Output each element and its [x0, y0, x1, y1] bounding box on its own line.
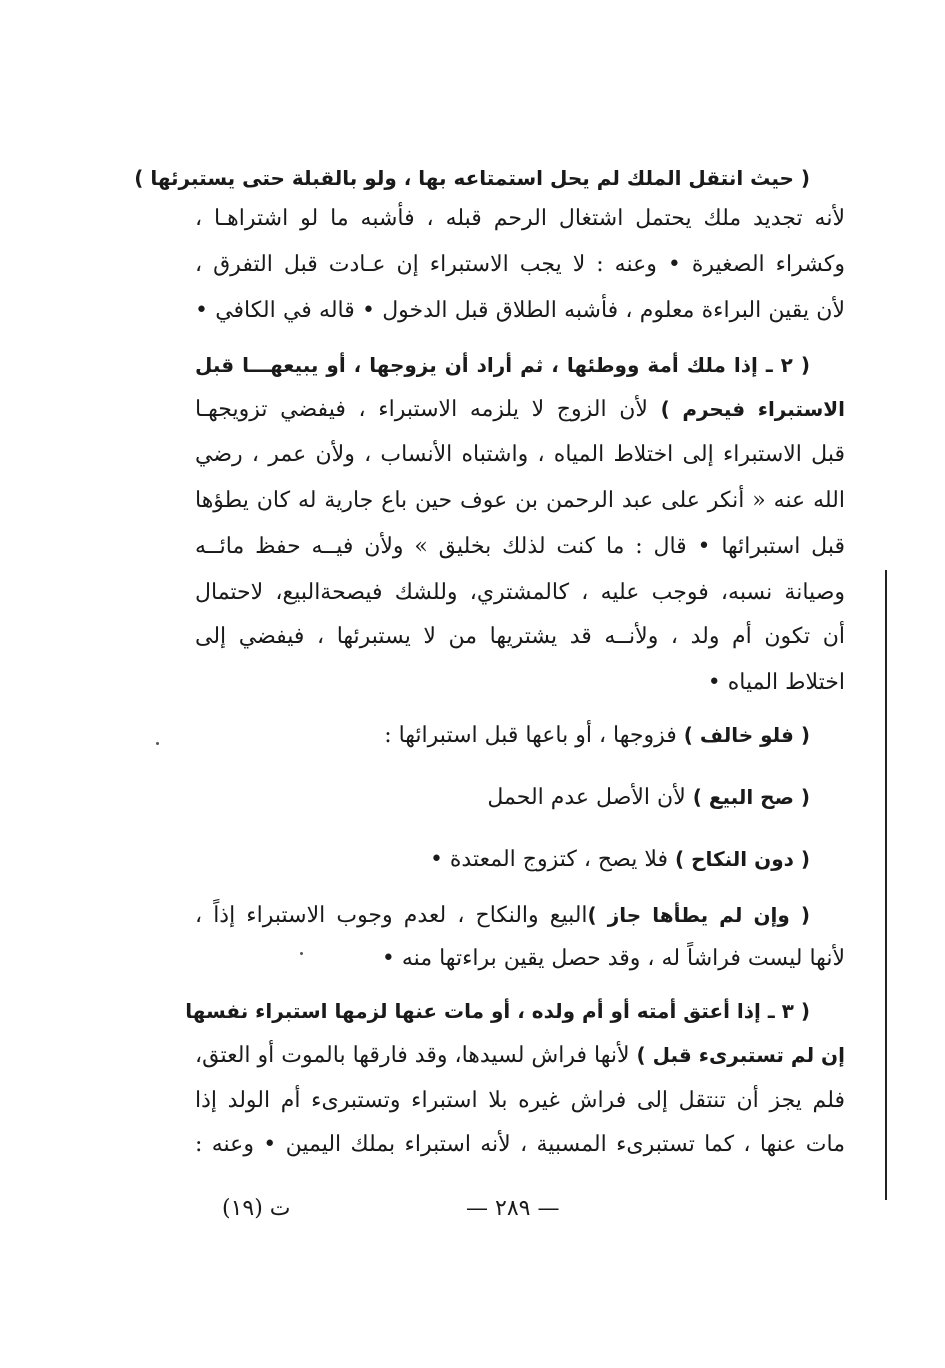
text-line — [195, 392, 845, 427]
body-text: الله عنه « أنكر على عبد الرحمن بن عوف حين باع جارية له كان يطؤها — [195, 488, 845, 513]
body-text: وصيانة نسبه، فوجب عليه ، كالمشتري، وللشك فيصحةالبيع، لاحتمال — [195, 580, 845, 605]
body-text: فلا يصح ، كتزوج المعتدة • — [429, 847, 675, 872]
body-text: قبل الاستبراء إلى اختلاط المياه ، واشتباه الأنساب ، ولأن عمر ، رضي — [195, 442, 845, 467]
body-text: وكشراء الصغيرة • وعنه : لا يجب الاستبراء إن عـادت قبل التفرق ، — [195, 252, 845, 277]
bold-heading-text: ( وإن لم يطأها جاز ) — [587, 903, 810, 927]
body-text: قبل استبرائها • قال : ما كنت لذلك بخليق » ولأن فيــه حفظ مائــه — [195, 534, 845, 559]
bold-heading-text: إن لم تستبرىء قبل ) — [636, 1043, 845, 1067]
text-line — [195, 576, 845, 610]
bold-heading-text: ( دون النكاح ) — [674, 847, 810, 871]
body-text: لأنها ليست فراشاً له ، وقد حصل يقين براءتها منه • — [381, 946, 845, 971]
body-text: فزوجها ، أو باعها قبل استبرائها : — [384, 723, 684, 748]
margin-rule — [885, 570, 887, 1200]
text-line — [195, 666, 845, 700]
body-text: فلم يجز أن تنتقل إلى فراش غيره بلا استبراء وتستبرىء أم الولد إذا — [195, 1088, 845, 1113]
body-text: البيع والنكاح ، لعدم وجوب الاستبراء إذاً ، — [195, 903, 588, 928]
body-text: اختلاط المياه • — [707, 670, 845, 695]
body-text: لأنها فراش لسيدها، وقد فارقها بالموت أو العتق، — [195, 1043, 637, 1068]
body-text: لأن يقين البراءة معلوم ، فأشبه الطلاق قبل الدخول • قاله في الكافي • — [195, 298, 845, 323]
body-text: لأن الأصل عدم الحمل — [487, 785, 693, 810]
page-number: — ٢٨٩ — — [466, 1196, 560, 1221]
bold-heading-text: الاستبراء فيحرم ) — [660, 397, 845, 421]
body-text: مات عنها ، كما تستبرىء المسبية ، لأنه استبراء بملك اليمين • وعنه : — [195, 1132, 845, 1157]
text-line — [195, 248, 845, 282]
signature-mark: ت (١٩) — [222, 1196, 291, 1221]
bold-heading-text: ( ٣ ـ إذا أعتق أمته أو أم ولده ، أو مات عنها لزمها استبراء نفسها — [185, 999, 810, 1023]
page-footer — [0, 1192, 945, 1232]
text-line — [195, 1084, 845, 1118]
bold-heading-text: ( فلو خالف ) — [683, 723, 810, 747]
text-line — [195, 530, 845, 564]
bold-heading-text: ( صح البيع ) — [692, 785, 810, 809]
text-line — [195, 898, 810, 933]
text-line — [195, 348, 810, 383]
bold-heading-text: ( حيث انتقل الملك لم يحل استمتاعه بها ، ولو بالقبلة حتى يستبرئها ) — [134, 166, 810, 190]
text-line — [195, 202, 845, 236]
scan-speck — [156, 742, 159, 745]
text-line — [195, 294, 845, 328]
text-line — [134, 161, 810, 196]
scan-speck — [300, 952, 303, 955]
text-line — [185, 994, 810, 1029]
text-line — [195, 942, 845, 976]
text-line — [160, 842, 810, 877]
body-text: أن تكون أم ولد ، ولأنــه قد يشتريها من لا يستبرئها ، فيفضي إلى — [195, 624, 845, 649]
text-line — [160, 718, 810, 753]
text-line — [160, 780, 810, 815]
text-line — [195, 1038, 845, 1073]
text-line — [195, 484, 845, 518]
body-text: لأن الزوج لا يلزمه الاستبراء ، فيفضي تزويجهـا — [195, 397, 661, 422]
body-text: لأنه تجديد ملك يحتمل اشتغال الرحم قبله ، فأشبه ما لو اشتراهـا ، — [195, 206, 845, 231]
bold-heading-text: ( ٢ ـ إذا ملك أمة ووطئها ، ثم أراد أن يزوجها ، أو يبيعهـــا قبل — [195, 353, 810, 377]
text-line — [195, 438, 845, 472]
text-line — [195, 1128, 845, 1162]
text-line — [195, 620, 845, 654]
